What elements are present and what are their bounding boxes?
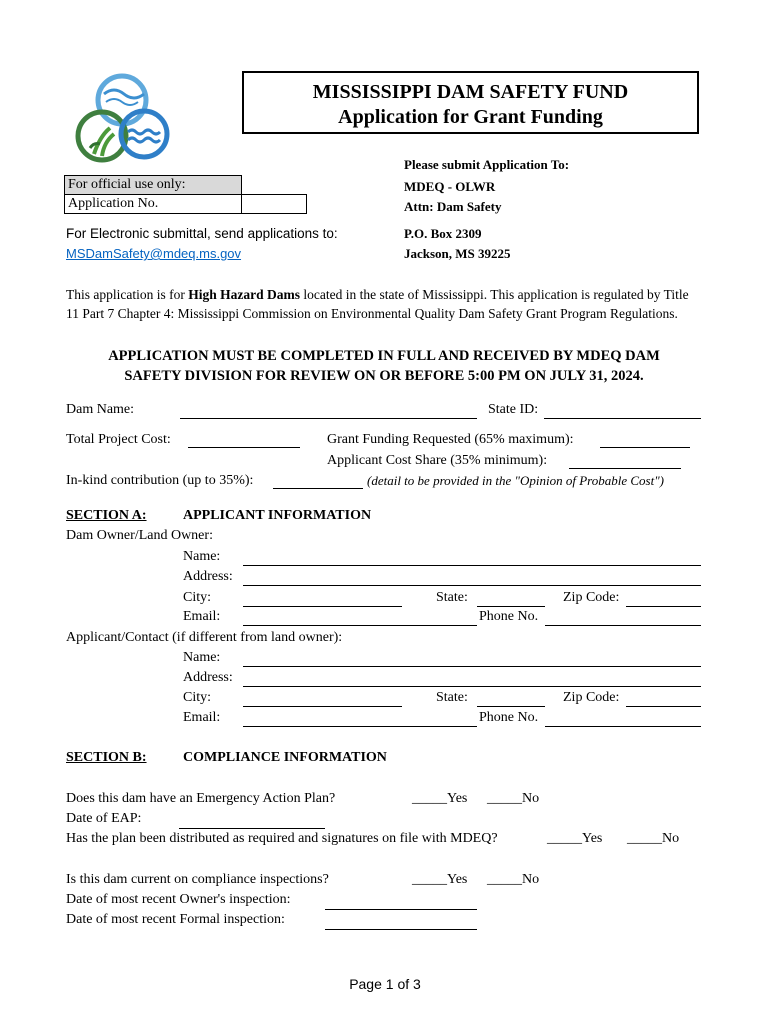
contact-city-field[interactable] [243,706,402,707]
eap-no[interactable]: _____No [487,791,540,806]
contact-state-label: State: [436,690,468,705]
electronic-label: For Electronic submittal, send applications to: [66,226,338,241]
owner-email-field[interactable] [243,625,477,626]
submit-line4: Jackson, MS 39225 [404,246,511,261]
submit-line2: Attn: Dam Safety [404,199,502,214]
intro-text-2: located in the state of Mississippi. This application is regulated by Title 11 Part 7 Chapter 4: Mississippi Commission on Environmental Quality Dam Safety Grant Program Regulations. [66,287,689,321]
warning-line1: APPLICATION MUST BE COMPLETED IN FULL AND RECEIVED BY MDEQ DAM [108,348,660,364]
contact-name-label: Name: [183,650,221,665]
intro-paragraph [66,285,696,323]
contact-address-label: Address: [183,670,233,685]
inspection-no[interactable]: _____No [487,872,540,887]
grant-requested-label: Grant Funding Requested (65% maximum): [327,432,574,447]
inkind-label: In-kind contribution (up to 35%): [66,473,254,488]
distributed-question: Has the plan been distributed as required and signatures on file with MDEQ? [66,831,498,846]
contact-email-field[interactable] [243,726,477,727]
owner-zip-label: Zip Code: [563,590,620,605]
owner-name-label: Name: [183,549,221,564]
eap-yes[interactable]: _____Yes [412,791,468,806]
section-a-title: APPLICANT INFORMATION [183,508,372,523]
distributed-yes[interactable]: _____Yes [547,831,603,846]
distributed-no[interactable]: _____No [627,831,680,846]
inkind-note: (detail to be provided in the "Opinion of Probable Cost") [367,473,665,488]
total-cost-label: Total Project Cost: [66,432,171,447]
contact-phone-field[interactable] [545,726,701,727]
dam-name-field[interactable] [180,418,477,419]
owner-city-label: City: [183,590,212,605]
page-number: Page 1 of 3 [349,976,421,992]
email-link[interactable]: MSDamSafety@mdeq.ms.gov [66,246,242,261]
contact-city-label: City: [183,690,212,705]
eap-question: Does this dam have an Emergency Action Plan? [66,791,336,806]
owner-address-field[interactable] [243,585,701,586]
owner-city-field[interactable] [243,606,402,607]
owner-email-label: Email: [183,609,221,624]
owner-state-label: State: [436,590,468,605]
inspection-question: Is this dam current on compliance inspections? [66,872,329,887]
title-line1: MISSISSIPPI DAM SAFETY FUND [312,81,629,103]
owner-name-field[interactable] [243,565,701,566]
formal-inspection-label: Date of most recent Formal inspection: [66,912,285,927]
dam-name-label: Dam Name: [66,402,135,417]
total-cost-field[interactable] [188,447,300,448]
owner-heading: Dam Owner/Land Owner: [66,528,213,543]
mdeq-logo [72,72,176,168]
contact-name-field[interactable] [243,666,701,667]
owner-inspection-field[interactable] [325,909,477,910]
owner-zip-field[interactable] [626,606,701,607]
intro-text-1: This application is for [66,287,189,302]
contact-phone-label: Phone No. [479,710,539,725]
submit-line1: MDEQ - OLWR [404,179,496,194]
state-id-label: State ID: [488,402,539,417]
cost-share-label: Applicant Cost Share (35% minimum): [327,453,548,468]
official-use-table [64,175,307,214]
inkind-field[interactable] [273,488,363,489]
title-box [242,71,699,134]
submit-line3: P.O. Box 2309 [404,226,482,241]
title-line2: Application for Grant Funding [338,106,603,128]
application-no-field[interactable] [242,195,307,214]
contact-address-field[interactable] [243,686,701,687]
owner-phone-label: Phone No. [479,609,539,624]
submit-heading: Please submit Application To: [404,157,570,172]
eap-date-label: Date of EAP: [66,811,142,826]
owner-inspection-label: Date of most recent Owner's inspection: [66,892,291,907]
grant-requested-field[interactable] [600,447,690,448]
section-b-label: SECTION B: [66,750,147,765]
owner-phone-field[interactable] [545,625,701,626]
section-b-title: COMPLIANCE INFORMATION [183,750,387,765]
owner-address-label: Address: [183,569,233,584]
cost-share-field[interactable] [569,468,681,469]
formal-inspection-field[interactable] [325,929,477,930]
official-use-label: For official use only: [65,176,242,195]
eap-date-field[interactable] [179,828,325,829]
state-id-field[interactable] [544,418,701,419]
contact-email-label: Email: [183,710,221,725]
warning-line2: SAFETY DIVISION FOR REVIEW ON OR BEFORE 5:00 PM ON JULY 31, 2024. [124,368,644,384]
deadline-warning [66,346,702,386]
owner-state-field[interactable] [477,606,545,607]
contact-zip-field[interactable] [626,706,701,707]
contact-zip-label: Zip Code: [563,690,620,705]
intro-bold: High Hazard Dams [188,287,300,302]
inspection-yes[interactable]: _____Yes [412,872,468,887]
contact-state-field[interactable] [477,706,545,707]
contact-heading: Applicant/Contact (if different from land owner): [66,630,343,645]
section-a-label: SECTION A: [66,508,147,523]
application-no-label: Application No. [65,195,242,214]
